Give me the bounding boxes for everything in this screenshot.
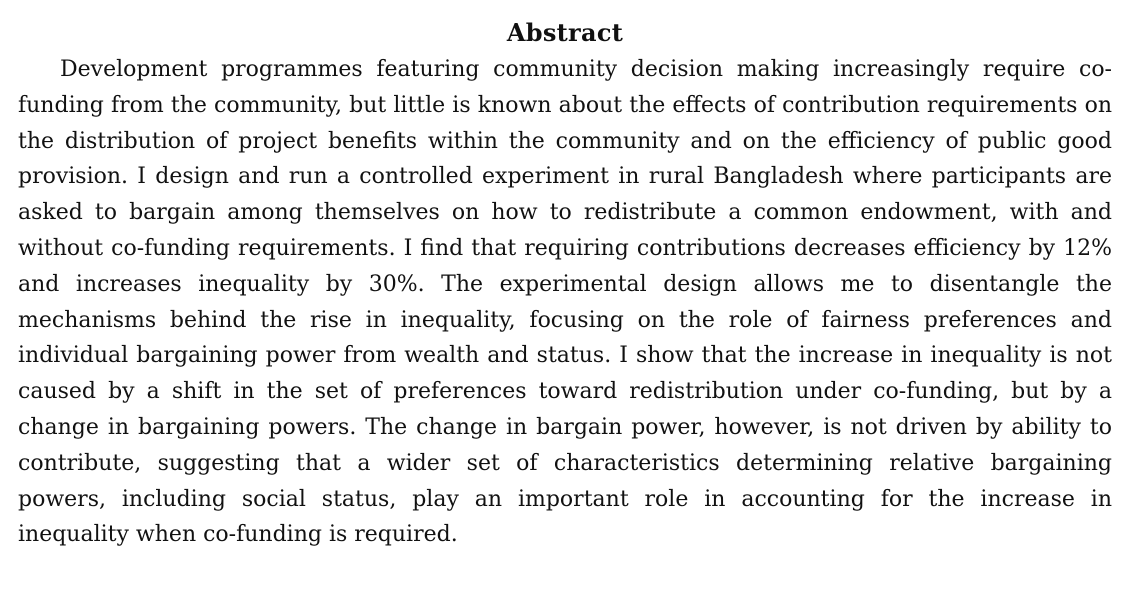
abstract-title: Abstract — [506, 18, 624, 47]
abstract-body: Development programmes featuring community decision making increasingly require co-funding from the community, but little is known about the effects of contribution requirements on the distribution of project benefits within the community and on the efficiency of public good provision. I design and run a controlled experiment in rural Bangladesh where participants are asked to bargain among themselves on how to redistribute a common endowment, with and without co-funding requirements. I find that requiring contributions decreases efficiency by 12% and increases inequality by 30%. The experimental design allows me to disentangle the mechanisms behind the rise in inequality, focusing on the role of fairness preferences and individual bargaining power from wealth and status. I show that the increase in inequality is not caused by a shift in the set of preferences toward redistribution under co-funding, but by a change in bargaining powers. The change in bargain power, however, is not driven by ability to contribute, suggesting that a wider set of characteristics determining relative bargaining powers, including social status, play an important role in accounting for the increase in inequality when co-funding is required. — [18, 57, 1112, 548]
abstract-section — [18, 16, 1112, 553]
